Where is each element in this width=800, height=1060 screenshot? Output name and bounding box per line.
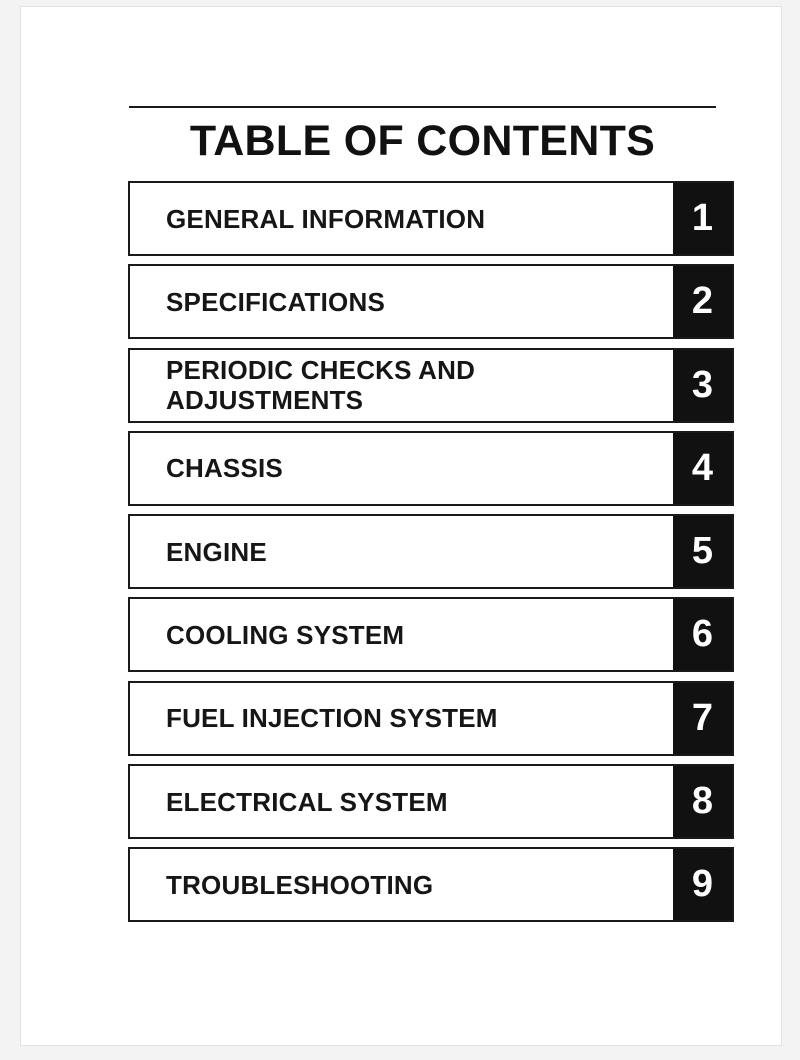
- section-label: ENGINE: [166, 536, 267, 567]
- section-number-tab: 4: [673, 433, 732, 504]
- section-label: CHASSIS: [166, 453, 283, 484]
- section-label: ELECTRICAL SYSTEM: [166, 786, 448, 817]
- toc-section-general-information[interactable]: [128, 181, 734, 256]
- section-label: COOLING SYSTEM: [166, 619, 405, 650]
- section-label: GENERAL INFORMATION: [166, 203, 486, 234]
- toc-section-electrical-system[interactable]: [128, 764, 734, 839]
- document-page: [20, 6, 782, 1046]
- section-label: [130, 350, 673, 421]
- section-number-tab: 8: [673, 766, 732, 837]
- section-label-line-1: PERIODIC CHECKS AND: [166, 355, 476, 386]
- title-divider: [129, 106, 716, 108]
- section-number-tab: 6: [673, 599, 732, 670]
- section-number-tab: 3: [673, 350, 732, 421]
- toc-section-fuel-injection-system[interactable]: [128, 681, 734, 756]
- section-number-tab: 9: [673, 849, 732, 920]
- toc-section-specifications[interactable]: [128, 264, 734, 339]
- section-label-line-2: ADJUSTMENTS: [166, 385, 364, 416]
- toc-section-cooling-system[interactable]: [128, 597, 734, 672]
- page-title: TABLE OF CONTENTS: [189, 117, 656, 165]
- table-of-contents: [128, 181, 734, 931]
- toc-section-troubleshooting[interactable]: [128, 847, 734, 922]
- section-label: TROUBLESHOOTING: [166, 869, 434, 900]
- toc-section-chassis[interactable]: [128, 431, 734, 506]
- toc-section-engine[interactable]: [128, 514, 734, 589]
- section-number-tab: 7: [673, 683, 732, 754]
- section-label: FUEL INJECTION SYSTEM: [166, 703, 498, 734]
- section-number-tab: 2: [673, 266, 732, 337]
- section-number-tab: 1: [673, 183, 732, 254]
- section-label: SPECIFICATIONS: [166, 286, 386, 317]
- section-number-tab: 5: [673, 516, 732, 587]
- toc-section-periodic-checks[interactable]: [128, 348, 734, 423]
